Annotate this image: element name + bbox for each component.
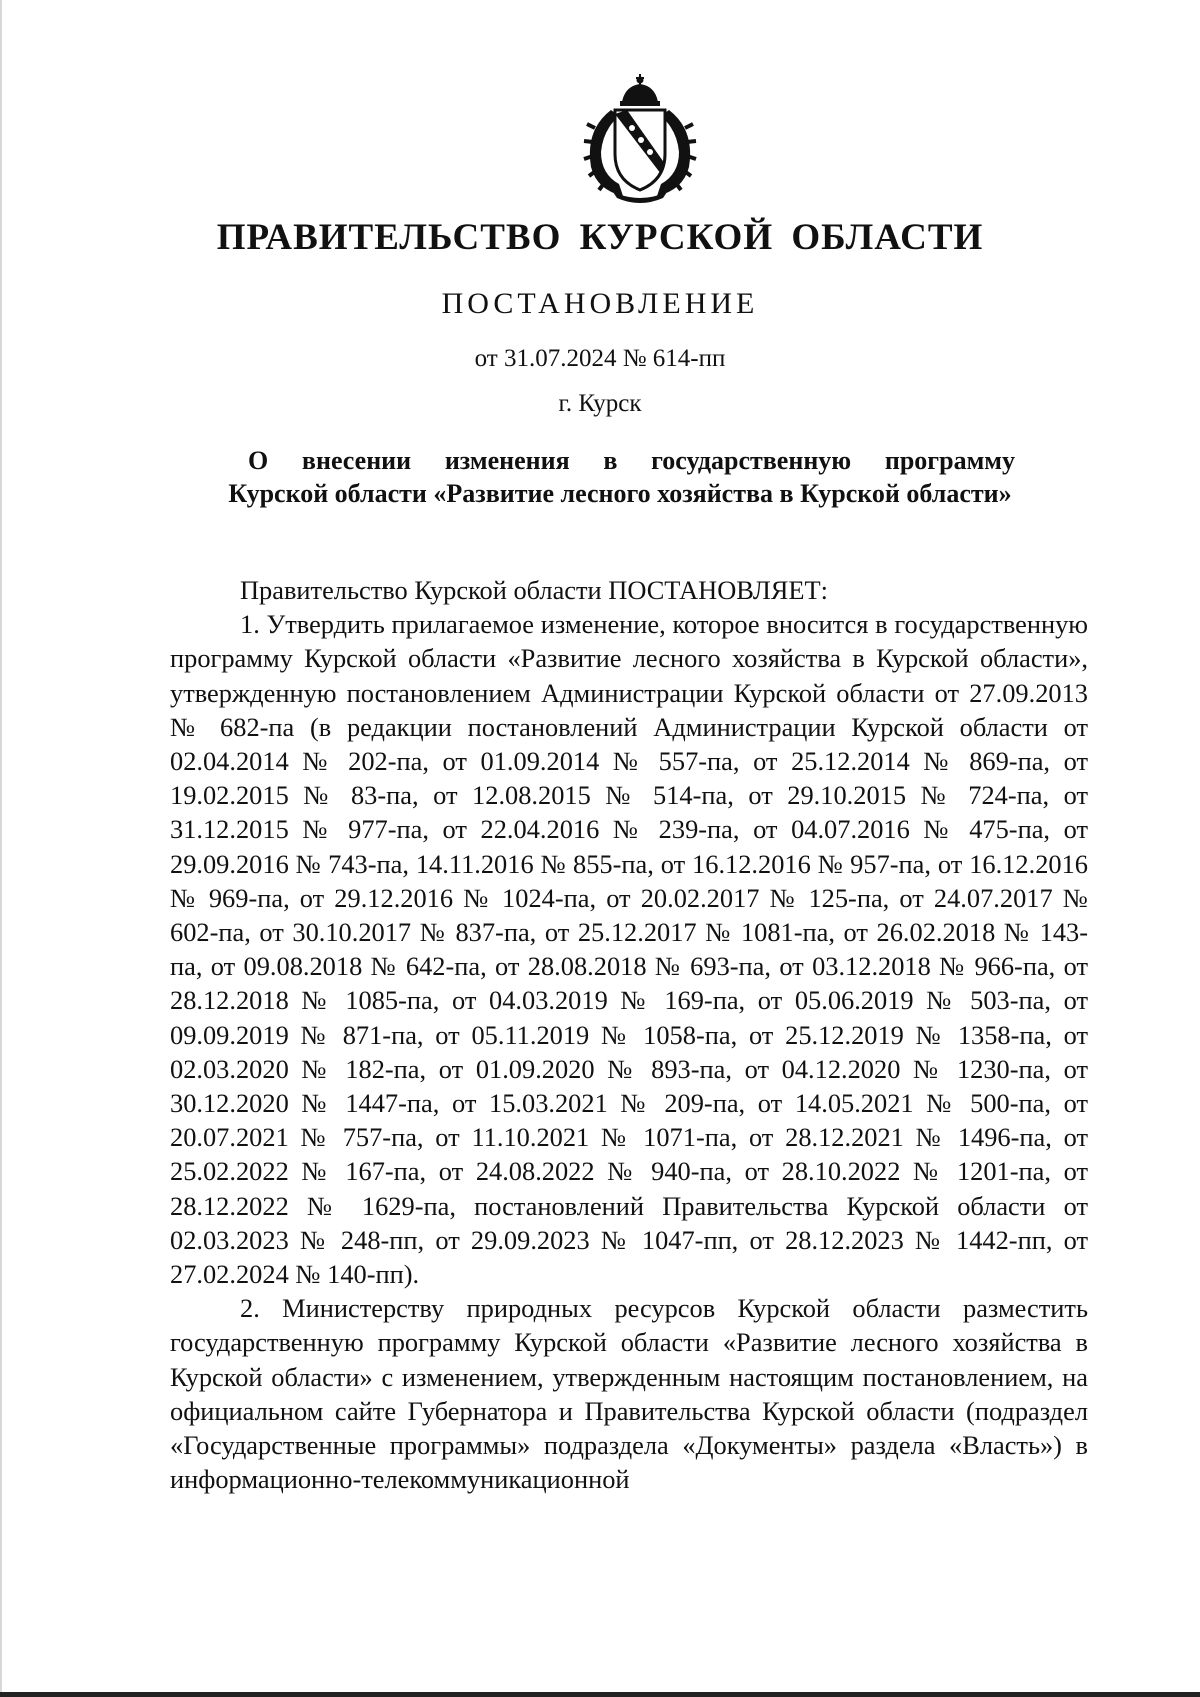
body-item-2: 2. Министерству природных ресурсов Курской области разместить государственную программу Курской области «Развитие лесного хозяйства в Курской области» с изменением, утвержденным настоящим постановлением, на официальном сайте Губернатора и Правительства Курской области (подраздел «Государственные программы» подраздела «Документы» раздела «Власть») в информационно-телекоммуникационной xyxy=(170,1293,1088,1495)
scan-edge-bottom xyxy=(0,1692,1200,1697)
document-type: ПОСТАНОВЛЕНИЕ xyxy=(441,287,759,320)
body-item-1: 1. Утвердить прилагаемое изменение, которое вносится в государственную программу Курской области «Развитие лесного хозяйства в Курской области», утвержденную постановлением Администрации Курской области от 27.09.2013 № 682-па (в редакции постановлений Администрации Курской области от 02.04.2014 № 202-па, от 01.09.2014 № 557-па, от 25.12.2014 № 869-па, от 19.02.2015 № 83-па, от 12.08.2015 № 514-па, от 29.10.2015 № 724-па, от 31.12.2015 № 977-па, от 22.04.2016 № 239-па, от 04.07.2016 № 475-па, от 29.09.2016 № 743-па, 14.11.2016 № 855-па, от 16.12.2016 № 957-па, от 16.12.2016 № 969-па, от 29.12.2016 № 1024-па, от 20.02.2017 № 125-па, от 24.07.2017 № 602-па, от 30.10.2017 № 837-па, от 25.12.2017 № 1081-па, от 26.02.2018 № 143-па, от 09.08.2018 № 642-па, от 28.08.2018 № 693-па, от 03.12.2018 № 966-па, от 28.12.2018 № 1085-па, от 04.03.2019 № 169-па, от 05.06.2019 № 503-па, от 09.09.2019 № 871-па, от 05.11.2019 № 1058-па, от 25.12.2019 № 1358-па, от 02.03.2020 № 182-па, от 01.09.2020 № 893-па, от 04.12.2020 № 1230-па, от 30.12.2020 № 1447-па, от 15.03.2021 № 209-па, от 14.05.2021 № 500-па, от 20.07.2021 № 757-па, от 11.10.2021 № 1071-па, от 28.12.2021 № 1496-па, от 25.02.2022 № 167-па, от 24.08.2022 № 940-па, от 28.10.2022 № 1201-па, от 28.12.2022 № 1629-па, постановлений Правительства Курской области от 02.03.2023 № 248-пп, от 29.09.2023 № 1047-пп, от 28.12.2023 № 1442-пп, от 27.02.2024 № 140-пп). xyxy=(170,609,1088,1290)
subject-line-2: Курской области «Развитие лесного хозяйства в Курской области» xyxy=(228,479,1012,508)
subject-line-1: О внесении изменения в государственную программу xyxy=(248,446,1015,475)
document-city: г. Курск xyxy=(558,390,642,417)
kursk-coat-of-arms-icon xyxy=(575,72,705,204)
document-number: от 31.07.2024 № 614-пп xyxy=(474,345,726,372)
document-body xyxy=(170,573,1088,1496)
document-subject xyxy=(170,444,1070,510)
body-intro: Правительство Курской области ПОСТАНОВЛЯЕТ: xyxy=(240,575,828,605)
organization-title: ПРАВИТЕЛЬСТВО КУРСКОЙ ОБЛАСТИ xyxy=(216,217,984,258)
